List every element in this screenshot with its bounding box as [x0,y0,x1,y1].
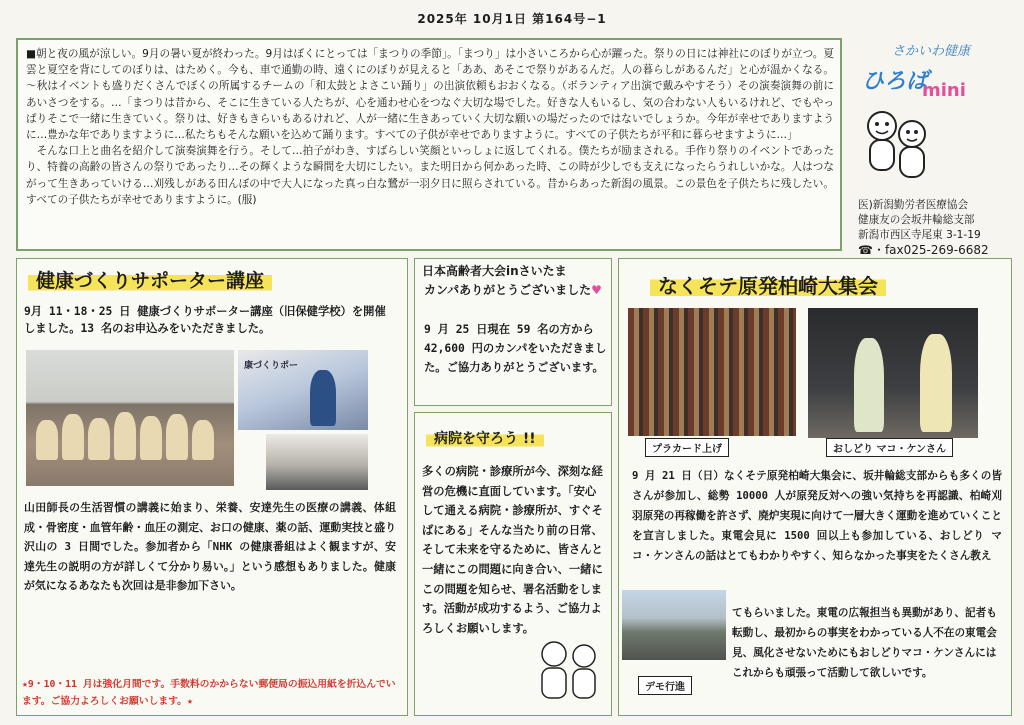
essay-paragraph-1: ■朝と夜の風が涼しい。9月の暑い夏が終わった。9月はぼくにとっては「まつりの季節」。「まつり」は小さいころから心が躍った。祭りの日には神社にのぼりが立つ。夏雲と夏空を背にしてのぼりは、はためく。今も、車で通勤の時、遠くにのぼりが見えると「ああ、あそこで祭りがあるんだ。人の暮らしがあるんだ」と心が温かくなる。～秋はイベントも盛りだくさんでぼくの所属するチームの「和太鼓とよさこい踊り」の出演依頼もおおくなる。（ボランティア出演で戴みやすそう）その演奏演舞の前にあいさつをする。…「まつりは昔から、そこに生きている人たちが、心を通わせ心をつなぐ大切な場でした。好きな人もいるし、気の合わない人もいるけれど、でもやっぱりそこで一緒に生きていく。祭りは、好きもきらいもあるけれど、人が一緒に生きあっていく大切な願いの場だったのではないでしょうか。今年が幸せでありますように…豊かな年でありますように…私たちもそんな願いを込めて踊ります。すべての子供が幸せでありますように。すべての子供たちが平和に暮らせますように…」 [26,48,834,142]
health-supporter-intro: 9月 11・18・25 日 健康づくりサポーター講座（旧保健学校）を開催しました。13 名のお申込みをいただきました。 [24,305,386,335]
doctor-illustration-icon [530,634,606,704]
org-line-2: 健康友の会坂井輪総支部 [858,214,975,226]
protect-hospitals-body: 多くの病院・診療所が今、深刻な経営の危機に直面しています。「安心して通える病院・診療所が、すぐそばにある」そんな当たり前の日常、そして未来を守るために、皆さんと一緒にこの問題に向き合い、一緒にこの問題を知らせ、署名活動をします。活動が成功するよう、ご協力よろしくお願いします。 [422,465,603,635]
demo-march-photo [622,590,726,660]
donation-body: 9 月 25 日現在 59 名の方から 42,600 円のカンパをいただきました。ご協力ありがとうございます。 [424,323,607,374]
masthead-mini: mini [922,80,966,101]
masthead [852,40,1014,257]
lecture-photo: 康づくりポー [238,350,368,430]
heart-icon: ♥ [591,283,602,297]
speakers-caption: おしどり マコ・ケンさん [826,438,953,457]
essay-text [26,46,834,208]
anti-nuclear-rally-body-2: てもらいました。東電の広報担当も異動があり、記者も転動し、最初からの事実をわかっている人不在の東電会見、風化させないためにもおしどりマコ・ケンさんにはこれからも頑張って活動して欲しいです。 [732,607,997,679]
exercise-photo [266,434,368,490]
masthead-title: ひろば [862,69,929,94]
protect-hospitals-title: 病院を守ろう !! [426,426,544,450]
mascot-illustration-icon [858,104,934,188]
org-line-4: ☎・fax025-269-6682 [858,243,989,257]
masthead-subtitle: さかいわ健康 [892,44,971,59]
health-supporter-body: 山田師長の生活習慣の講義に始まり、栄養、安達先生の医療の講義、体組成・骨密度・血管年齢・血圧の測定、お口の健康、薬の話、運動実技と盛り沢山の 3 日間でした。参加者から「NHK の健康番組はよく観ますが、安達先生の説明の方が詳しくて分かり易い。」という感想もありました。健康が気になるあなたも次回は是非参加下さい。 [24,501,396,593]
donation-title-2: カンパありがとうございました♥ [424,283,602,297]
speakers-photo [808,308,978,438]
org-line-3: 新潟市西区寺尾東 3-1-19 [858,229,981,241]
organization-info [858,198,989,258]
campaign-notice: ★9・10・11 月は強化月間です。手数料のかからない郵便局の振込用紙を折込んでいます。ご協力よろしくお願いします。★ [22,679,396,707]
group-photo [26,350,234,486]
issue-header: 2025年 10月1日 第164号−1 [417,12,607,26]
anti-nuclear-rally-body: 9 月 21 日（日）なくそテ原発柏崎大集会に、坂井輪総支部からも多くの皆さんが参加し、総勢 10000 人が原発反対への強い気持ちを再認識、柏崎刈羽原発の再稼働を許さず、廃炉実現に向けて一層大きく運動を進めていくことを宣言しました。東電会見に 1500 回以上も参加している、おしどり マコ・ケンさんの話はとてもわかりやすく、知らなかった事実をたくさん教え [632,470,1002,562]
demo-march-caption: デモ行進 [638,676,692,695]
health-supporter-title: 健康づくりサポーター講座 [28,264,272,295]
placard-caption: プラカード上げ [645,438,729,457]
anti-nuclear-rally-title: なくそテ原発柏崎大集会 [650,268,886,301]
donation-title-1: 日本高齢者大会inさいたま [422,264,567,278]
placard-crowd-photo [628,308,796,436]
essay-paragraph-2: そんな口上と曲名を紹介して演奏演舞を行う。そして…拍子がわき、すばらしい笑顔といっしょに返してくれる。僕たちが励まされる。手作り祭りのイベントであったり、特養の高齢の皆さんの祭りであったり…その輝くような瞬間を大切にしたい。また明日から何かあった時、この時が少しでも支えになったらうれしいかな。人はつながって生きあっていける…刈残しがある田んぼの中で大人になった真っ白な鷺が一羽夕日に照らされている。昔からあった新潟の風景。この景色を子供たちに残したい。すべての子供たちが幸せでありますように。(服) [26,145,834,206]
org-line-1: 医)新潟勤労者医療協会 [858,199,969,211]
